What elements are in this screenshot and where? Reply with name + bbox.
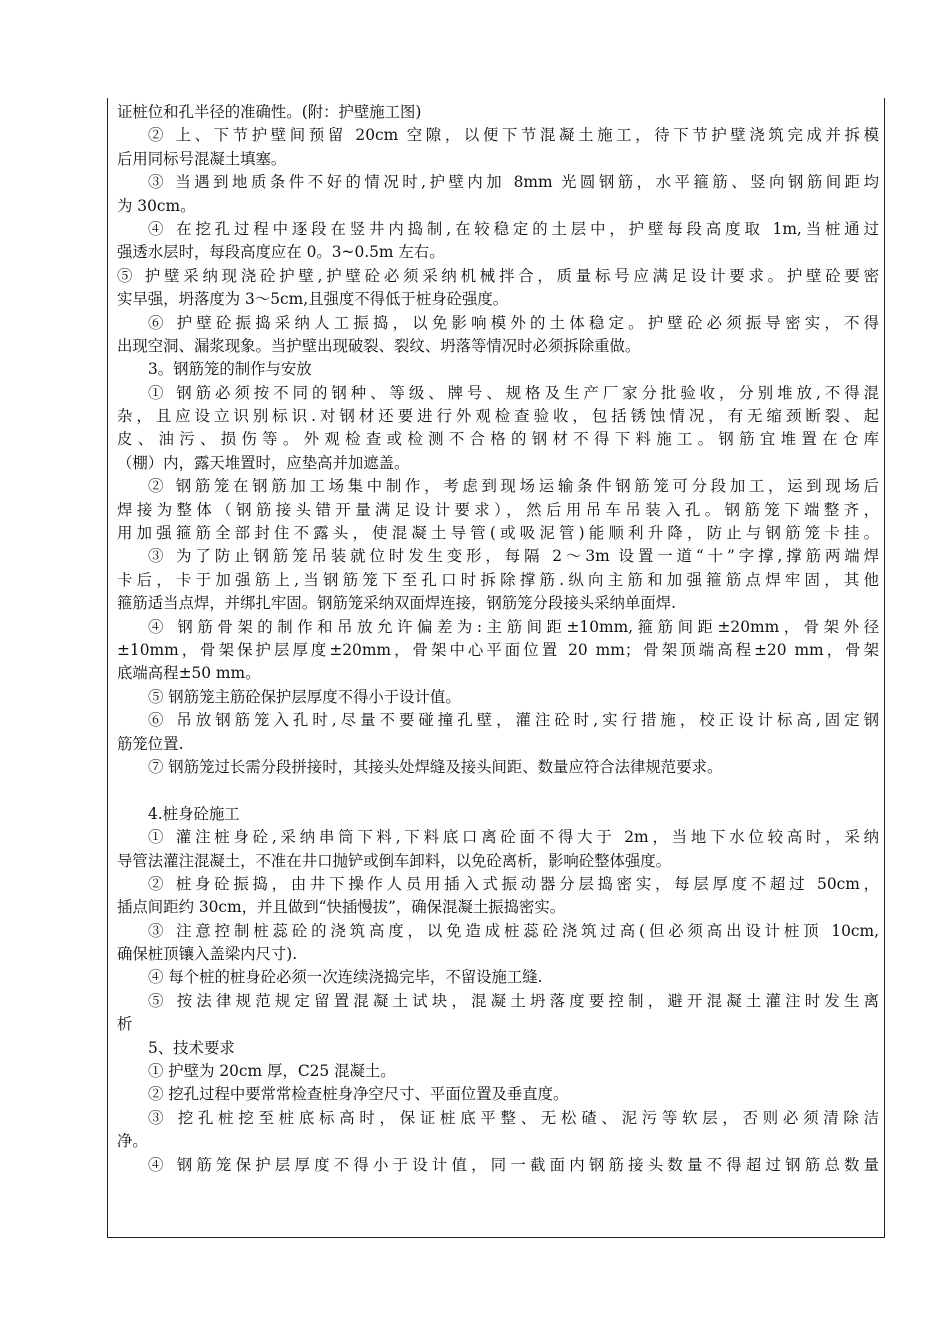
text-line: ⑥ 护壁砼振捣采纳人工振捣，以免影响模外的土体稳定。护壁砼必须振导密实，不得 <box>148 313 879 332</box>
text-line: ⑥ 吊放钢筋笼入孔时,尽量不要碰撞孔壁，灌注砼时,实行措施，校正设计标高,固定钢 <box>148 711 879 730</box>
text-line: ② 挖孔过程中要常常检查桩身净空尺寸、平面位置及垂直度。 <box>148 1085 569 1104</box>
text-line: ④ 在挖孔过程中逐段在竖井内捣制,在较稳定的土层中，护壁每段高度取 1m,当桩通过 <box>148 219 879 238</box>
text-line: 证桩位和孔半径的准确性。(附：护壁施工图) <box>117 103 422 121</box>
text-line: 皮、油污、损伤等。外观检查或检测不合格的钢材不得下料施工。钢筋宜堆置在仓库 <box>117 430 879 449</box>
text-line: 5、技术要求 <box>148 1038 235 1057</box>
text-line: ±10mm，骨架保护层厚度±20mm，骨架中心平面位置 20 mm；骨架顶端高程±20 mm，骨架 <box>117 640 879 659</box>
text-line: 焊接为整体（钢筋接头错开量满足设计要求），然后用吊车吊装入孔。钢筋笼下端整齐， <box>117 500 879 519</box>
text-line: ② 钢筋笼在钢筋加工场集中制作，考虑到现场运输条件钢筋笼可分段加工，运到现场后 <box>148 477 879 496</box>
text-line: 筋笼位置. <box>117 734 184 753</box>
text-line: ③ 当遇到地质条件不好的情况时,护壁内加 8mm 光圆钢筋，水平箍筋、竖向钢筋间距均 <box>148 173 879 192</box>
text-line: 净。 <box>117 1132 148 1151</box>
text-line: ④ 钢筋笼保护层厚度不得小于设计值，同一截面内钢筋接头数量不得超过钢筋总数量 <box>148 1155 879 1174</box>
text-line: ③ 为了防止钢筋笼吊装就位时发生变形，每隔 2～3m 设置一道“十”字撑,撑筋两端焊 <box>148 547 879 566</box>
text-line: 实早强，坍落度为 3～5cm,且强度不得低于桩身砼强度。 <box>117 290 509 309</box>
text-line: 3。钢筋笼的制作与安放 <box>148 360 312 379</box>
text-line: ② 上、下节护壁间预留 20cm 空隙，以便下节混凝土施工，待下节护壁浇筑完成并拆模 <box>148 126 879 145</box>
text-line: ⑦ 钢筋笼过长需分段拼接时，其接头处焊缝及接头间距、数量应符合法律规范要求。 <box>148 757 723 776</box>
text-line: 导管法灌注混凝土，不准在井口抛铲或倒车卸料，以免砼离析，影响砼整体强度。 <box>117 851 672 870</box>
text-line: 杂，且应设立识别标识.对钢材还要进行外观检查验收，包括锈蚀情况，有无缩颈断裂、起 <box>117 407 879 426</box>
text-line: ③ 注意控制桩蕊砼的浇筑高度，以免造成桩蕊砼浇筑过高(但必须高出设计桩顶 10cm, <box>148 921 879 940</box>
text-line: ④ 钢筋骨架的制作和吊放允许偏差为:主筋间距±10mm,箍筋间距±20mm，骨架外径 <box>148 617 879 636</box>
text-line: 底端高程±50 mm。 <box>117 664 261 683</box>
text-line: 卡后，卡于加强筋上,当钢筋笼下至孔口时拆除撑筋.纵向主筋和加强箍筋点焊牢固，其他 <box>117 570 879 589</box>
text-line: 为 30cm。 <box>117 196 196 215</box>
document-body <box>117 101 879 1177</box>
text-line: 插点间距约 30cm，并且做到“快插慢拔”，确保混凝土振捣密实。 <box>117 898 566 917</box>
text-line: 确保桩顶镶入盖梁内尺寸). <box>117 945 298 964</box>
text-line: ① 钢筋必须按不同的钢种、等级、牌号、规格及生产厂家分批验收，分别堆放,不得混 <box>148 383 879 402</box>
text-line: ① 灌注桩身砼,采纳串筒下料,下料底口离砼面不得大于 2m，当地下水位较高时，采纳 <box>148 828 879 847</box>
text-line: ⑤ 按法律规范规定留置混凝土试块，混凝土坍落度要控制，避开混凝土灌注时发生离 <box>148 991 879 1010</box>
text-line: （棚）内，露天堆置时，应垫高并加遮盖。 <box>117 453 410 472</box>
text-line: 后用同标号混凝土填塞。 <box>117 149 287 168</box>
text-line: 4.桩身砼施工 <box>148 804 240 823</box>
text-line: 析 <box>117 1015 133 1034</box>
text-line: 箍筋适当点焊，并绑扎牢固。钢筋笼采纳双面焊连接，钢筋笼分段接头采纳单面焊. <box>117 594 676 613</box>
text-line: ④ 每个桩的桩身砼必须一次连续浇捣完毕，不留设施工缝. <box>148 968 543 987</box>
text-line: ⑤ 护壁采纳现浇砼护壁,护壁砼必须采纳机械拌合，质量标号应满足设计要求。护壁砼要密 <box>117 266 879 285</box>
text-line: 强透水层时，每段高度应在 0。3~0.5m 左右。 <box>117 243 445 262</box>
text-line: 出现空洞、漏浆现象。当护壁出现破裂、裂纹、坍落等情况时必须拆除重做。 <box>117 336 641 355</box>
text-line: ③ 挖孔桩挖至桩底标高时，保证桩底平整、无松碴、泥污等软层，否则必须清除洁 <box>148 1108 879 1127</box>
text-line: ⑤ 钢筋笼主筋砼保护层厚度不得小于设计值。 <box>148 687 461 706</box>
text-line: ① 护壁为 20cm 厚，C25 混凝土。 <box>148 1062 396 1081</box>
text-line: 用加强箍筋全部封住不露头，使混凝土导管(或吸泥管)能顺利升降，防止与钢筋笼卡挂。 <box>117 524 879 543</box>
text-line: ② 桩身砼振捣，由井下操作人员用插入式振动器分层捣密实，每层厚度不超过 50cm， <box>148 874 879 893</box>
text-line <box>117 779 879 802</box>
